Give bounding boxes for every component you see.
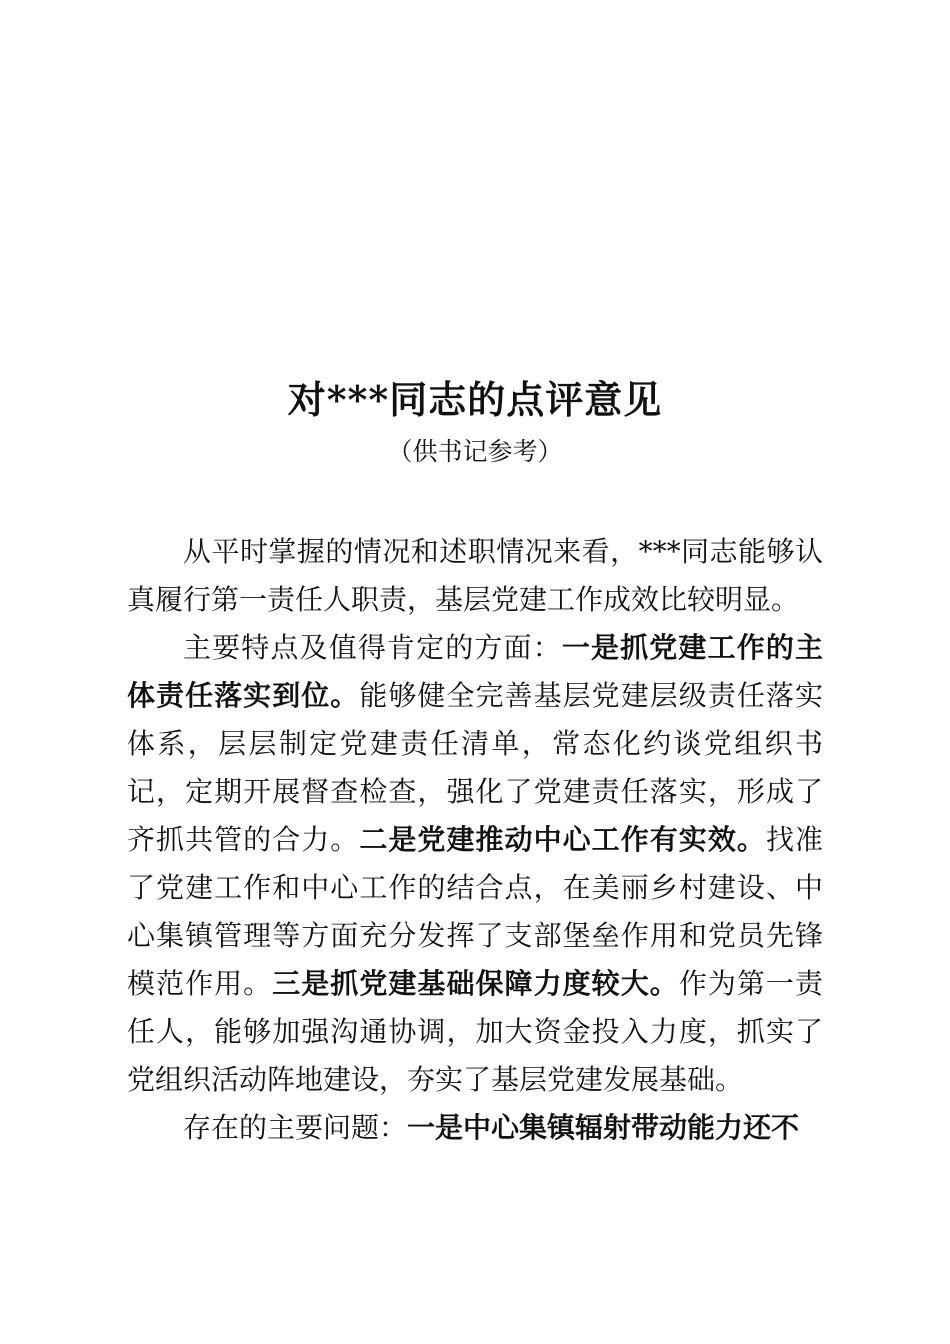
problem-1-heading: 一是中心集镇辐射带动能力还不 [407, 1111, 800, 1144]
strength-2-text: 找准了党建工作和中心工作的结合点，在美丽乡村建设、中心集镇管理等方面充分发挥了支部堡垒作用和党员先锋模范作用。 [127, 823, 823, 1000]
strength-1-heading: 一是抓党建工作的主体责任落实到位。 [127, 631, 823, 712]
document-body [127, 528, 823, 1152]
document-subtitle: （供书记参考） [387, 437, 563, 466]
strength-3-text: 作为第一责任人，能够加强沟通协调，加大资金投入力度，抓实了党组织活动阵地建设，夯实了基层党建发展基础。 [127, 967, 823, 1096]
paragraph-problems [127, 1104, 823, 1152]
document-title: 对***同志的点评意见 [287, 377, 663, 422]
strength-1-text: 能够健全完善基层党建层级责任落实体系，层层制定党建责任清单，常态化约谈党组织书记，定期开展督查检查，强化了党建责任落实，形成了齐抓共管的合力。 [127, 679, 823, 856]
strengths-heading: 主要特点及值得肯定的方面： [183, 631, 562, 664]
paragraph-overview [127, 528, 823, 624]
overview-text: 从平时掌握的情况和述职情况来看，***同志能够认真履行第一责任人职责，基层党建工作成效比较明显。 [127, 535, 823, 616]
problems-heading: 存在的主要问题： [183, 1111, 408, 1144]
strength-2-heading: 二是党建推动中心工作有实效。 [359, 823, 766, 856]
paragraph-strengths [127, 624, 823, 1104]
strength-3-heading: 三是抓党建基础保障力度较大。 [272, 967, 679, 1000]
